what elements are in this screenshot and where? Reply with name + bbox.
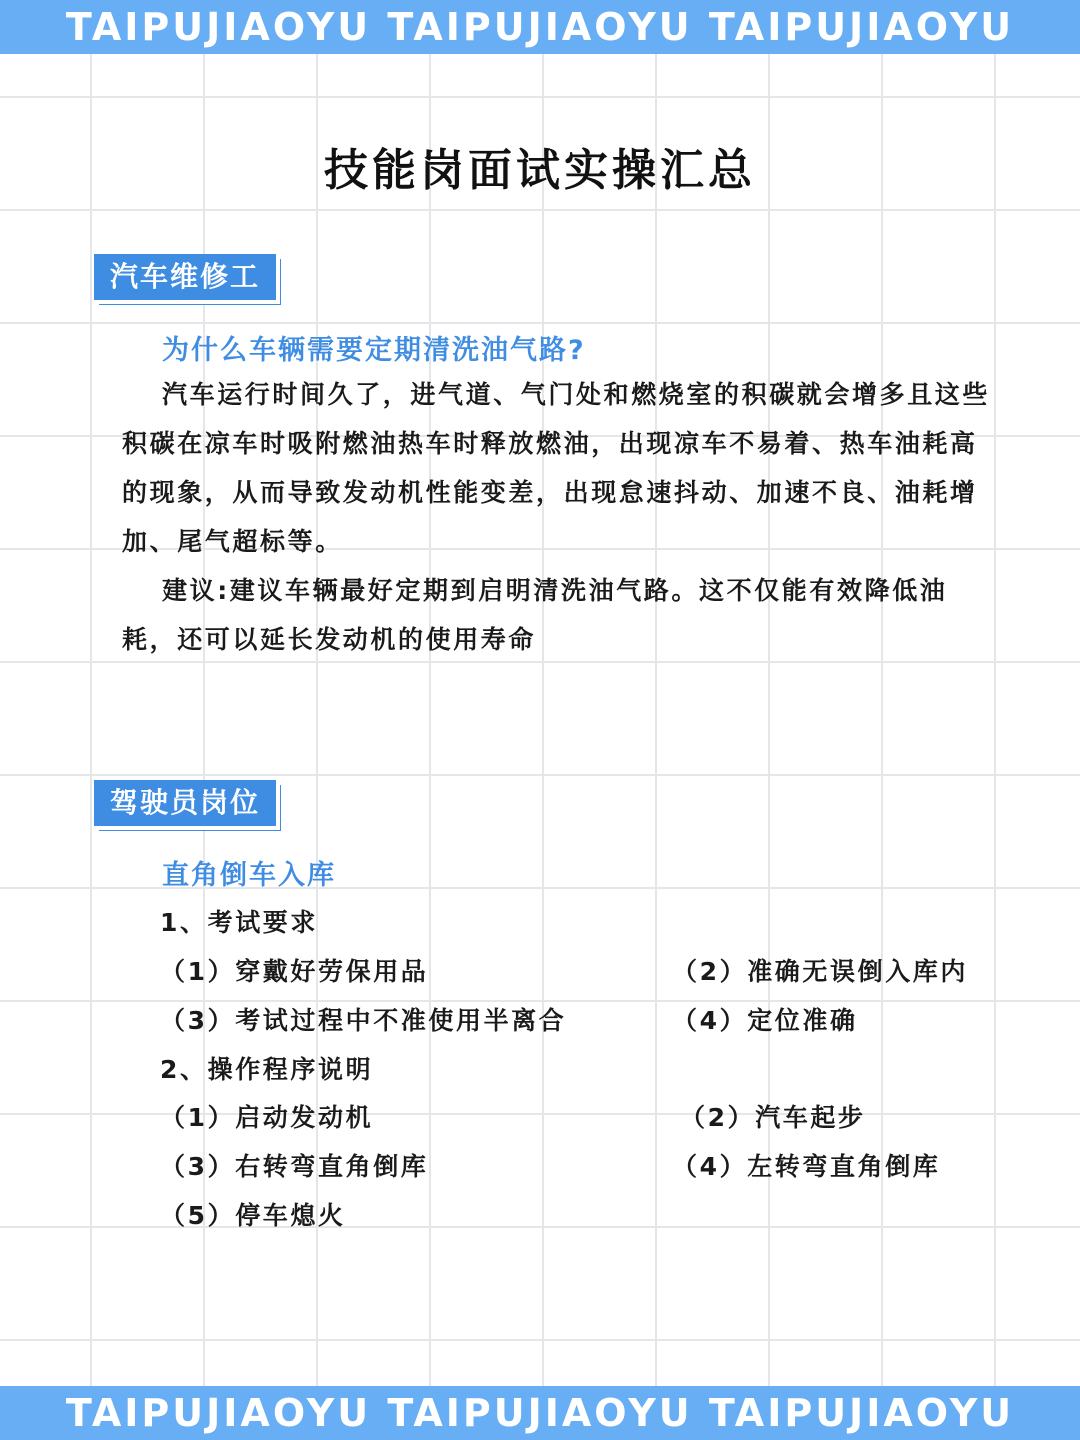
question-title-parking: 直角倒车入库: [162, 860, 336, 891]
procedure-item: （5）停车熄火: [160, 1201, 346, 1230]
page-title: 技能岗面试实操汇总: [324, 145, 756, 196]
top-banner: TAIPUJIAOYU TAIPUJIAOYU TAIPUJIAOYU: [0, 0, 1080, 54]
section-tag-driver: 驾驶员岗位: [94, 780, 276, 826]
bottom-banner: TAIPUJIAOYU TAIPUJIAOYU TAIPUJIAOYU: [0, 1386, 1080, 1440]
procedure-item: （4）左转弯直角倒库: [672, 1152, 941, 1181]
procedure-item: （1）启动发动机: [160, 1103, 374, 1132]
procedure-item: （2）汽车起步: [680, 1103, 866, 1132]
procedure-heading: 2、操作程序说明: [160, 1055, 374, 1084]
section-tag-auto-mechanic: 汽车维修工: [94, 254, 276, 300]
requirement-item: （4）定位准确: [672, 1006, 858, 1035]
answer-paragraph: 汽车运行时间久了，进气道、气门处和燃烧室的积碳就会增多且这些积碳在凉车时吸附燃油热车时释放燃油，出现凉车不易着、热车油耗高的现象，从而导致发动机性能变差，出现怠速抖动、加速不良、油耗增加、尾气超标等。: [122, 380, 991, 556]
procedure-item: （3）右转弯直角倒库: [160, 1152, 429, 1181]
question-title-oil-cleaning: 为什么车辆需要定期清洗油气路?: [162, 335, 586, 366]
requirement-item: （2）准确无误倒入库内: [672, 957, 968, 986]
suggestion-paragraph: 建议:建议车辆最好定期到启明清洗油气路。这不仅能有效降低油耗，还可以延长发动机的使用寿命: [122, 576, 948, 654]
requirement-item: （3）考试过程中不准使用半离合: [160, 1006, 567, 1035]
exam-requirements-heading: 1、考试要求: [160, 908, 318, 937]
requirement-item: （1）穿戴好劳保用品: [160, 957, 429, 986]
